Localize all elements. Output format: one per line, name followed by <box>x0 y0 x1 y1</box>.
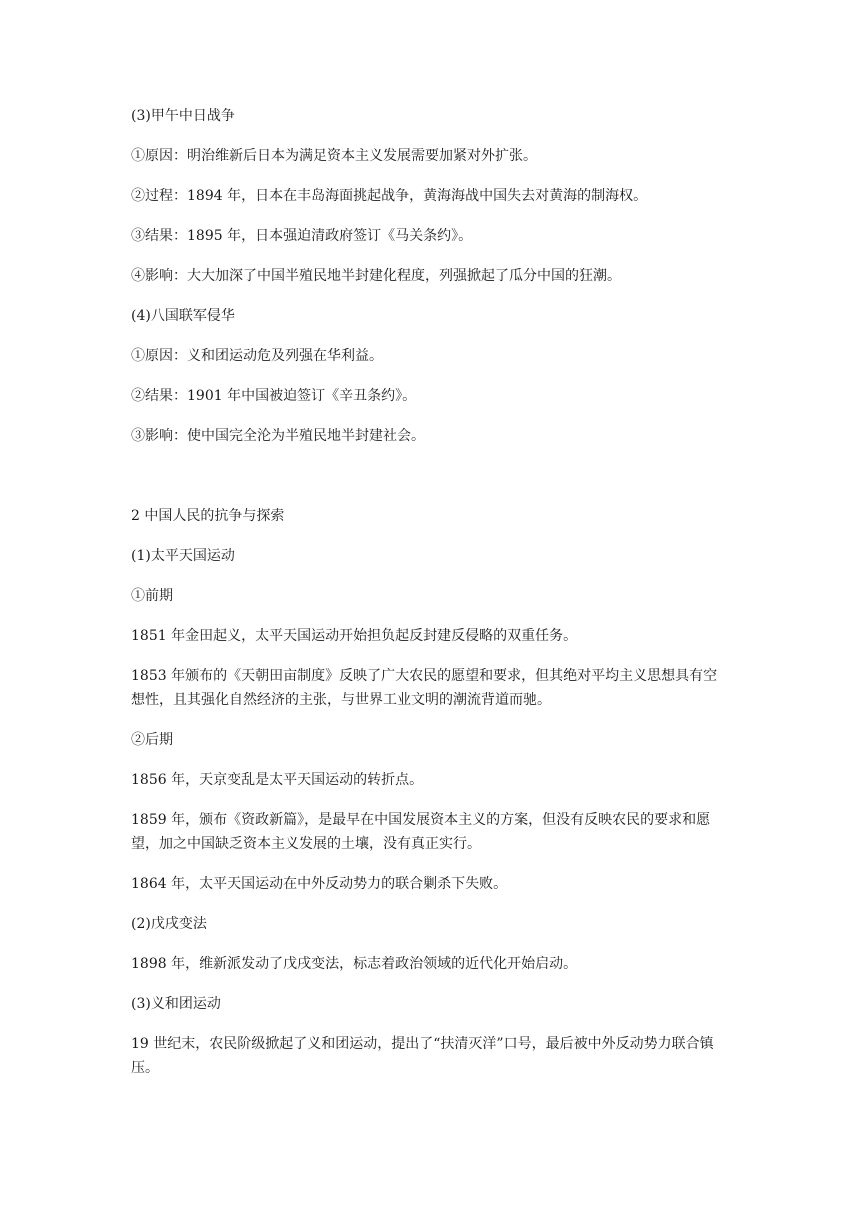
list-item: ③影响：使中国完全沦为半殖民地半封建社会。 <box>131 428 425 444</box>
list-item: ②结果：1901 年中国被迫签订《辛丑条约》。 <box>131 388 417 404</box>
paragraph: 1864 年，太平天国运动在中外反动势力的联合剿杀下失败。 <box>131 876 508 892</box>
subsection-label-late: ②后期 <box>131 732 173 748</box>
paragraph: 1851 年金田起义，太平天国运动开始担负起反封建反侵略的双重任务。 <box>131 628 578 644</box>
section-heading-taiping: (1)太平天国运动 <box>131 548 235 564</box>
document-body <box>131 104 731 1096</box>
section-heading-reform: (2)戊戌变法 <box>131 916 207 932</box>
paragraph: 1853 年颁布的《天朝田亩制度》反映了广大农民的愿望和要求，但其绝对平均主义思想具有空想性，且其强化自然经济的主张，与世界工业文明的潮流背道而驰。 <box>131 668 718 708</box>
section-heading-sino-japanese-war: (3)甲午中日战争 <box>131 108 235 124</box>
list-item: ③结果：1895 年，日本强迫清政府签订《马关条约》。 <box>131 228 473 244</box>
paragraph: 19 世纪末，农民阶级掀起了义和团运动，提出了“扶清灭洋”口号，最后被中外反动势力联合镇压。 <box>131 1036 714 1076</box>
paragraph: 1856 年，天京变乱是太平天国运动的转折点。 <box>131 772 424 788</box>
subsection-label-early: ①前期 <box>131 588 173 604</box>
list-item: ②过程：1894 年，日本在丰岛海面挑起战争，黄海海战中国失去对黄海的制海权。 <box>131 188 648 204</box>
section-heading-eight-nation-alliance: (4)八国联军侵华 <box>131 308 235 324</box>
paragraph: 1898 年，维新派发动了戊戌变法，标志着政治领域的近代化开始启动。 <box>131 956 578 972</box>
list-item: ①原因：义和团运动危及列强在华利益。 <box>131 348 383 364</box>
paragraph: 1859 年，颁布《资政新篇》，是最早在中国发展资本主义的方案，但没有反映农民的要求和愿望，加之中国缺乏资本主义发展的土壤，没有真正实行。 <box>131 812 711 852</box>
chapter-heading: 2 中国人民的抗争与探索 <box>131 508 285 524</box>
list-item: ①原因：明治维新后日本为满足资本主义发展需要加紧对外扩张。 <box>131 148 537 164</box>
section-heading-boxer: (3)义和团运动 <box>131 996 221 1012</box>
list-item: ④影响：大大加深了中国半殖民地半封建化程度，列强掀起了瓜分中国的狂潮。 <box>131 268 621 284</box>
spacer <box>131 464 731 504</box>
